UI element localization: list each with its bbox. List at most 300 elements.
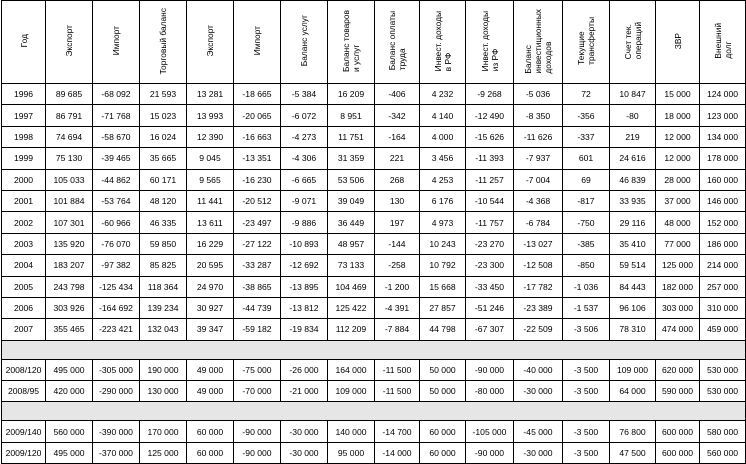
table-cell: 109 000 xyxy=(610,359,656,380)
table-cell: -144 xyxy=(375,233,420,254)
table-cell: -18 665 xyxy=(234,84,281,105)
column-header xyxy=(187,1,234,84)
table-cell: 49 000 xyxy=(187,359,234,380)
table-cell: 600 000 xyxy=(656,442,700,463)
table-cell: 13 281 xyxy=(187,84,234,105)
table-cell: 125 000 xyxy=(140,442,187,463)
table-cell: -20 512 xyxy=(234,190,281,211)
table-cell: -290 000 xyxy=(93,381,140,402)
table-cell: -27 122 xyxy=(234,233,281,254)
table-cell: 44 798 xyxy=(420,319,466,340)
table-cell: 118 364 xyxy=(140,276,187,297)
table-cell: 89 685 xyxy=(46,84,93,105)
table-cell: -15 626 xyxy=(466,126,514,147)
table-cell: 4 140 xyxy=(420,105,466,126)
table-cell: 9 565 xyxy=(187,169,234,190)
separator-cell xyxy=(2,340,746,359)
table-cell: 53 506 xyxy=(328,169,375,190)
table-cell: 60 171 xyxy=(140,169,187,190)
table-cell: 78 310 xyxy=(610,319,656,340)
table-cell: 130 xyxy=(375,190,420,211)
table-cell: -90 000 xyxy=(234,421,281,442)
year-cell: 2001 xyxy=(2,190,46,211)
table-cell: -30 000 xyxy=(514,381,563,402)
table-cell: -12 490 xyxy=(466,105,514,126)
table-cell: -16 230 xyxy=(234,169,281,190)
table-cell: -11 500 xyxy=(375,359,420,380)
table-cell: -45 000 xyxy=(514,421,563,442)
table-cell: -12 508 xyxy=(514,255,563,276)
table-row xyxy=(2,276,746,297)
table-cell: -6 072 xyxy=(281,105,328,126)
table-cell: 95 000 xyxy=(328,442,375,463)
table-cell: -4 273 xyxy=(281,126,328,147)
table-cell: 4 000 xyxy=(420,126,466,147)
table-cell: 76 800 xyxy=(610,421,656,442)
table-row xyxy=(2,84,746,105)
table-cell: -90 000 xyxy=(466,359,514,380)
table-cell: -390 000 xyxy=(93,421,140,442)
table-cell: 16 229 xyxy=(187,233,234,254)
table-cell: 15 023 xyxy=(140,105,187,126)
column-header xyxy=(700,1,746,84)
year-cell: 1997 xyxy=(2,105,46,126)
table-cell: 24 616 xyxy=(610,148,656,169)
column-header-label: Год xyxy=(18,34,29,48)
column-header xyxy=(281,1,328,84)
column-header xyxy=(328,1,375,84)
table-cell: 64 000 xyxy=(610,381,656,402)
table-cell: -223 421 xyxy=(93,319,140,340)
table-cell: -1 200 xyxy=(375,276,420,297)
group-separator xyxy=(2,340,746,359)
table-cell: 268 xyxy=(375,169,420,190)
table-cell: -11 393 xyxy=(466,148,514,169)
table-cell: 219 xyxy=(610,126,656,147)
column-header xyxy=(93,1,140,84)
table-cell: 10 792 xyxy=(420,255,466,276)
table-cell: -1 036 xyxy=(563,276,610,297)
table-cell: 130 000 xyxy=(140,381,187,402)
table-cell: 35 410 xyxy=(610,233,656,254)
table-cell: 214 000 xyxy=(700,255,746,276)
table-cell: 46 335 xyxy=(140,212,187,233)
table-cell: -97 382 xyxy=(93,255,140,276)
table-cell: 221 xyxy=(375,148,420,169)
table-cell: 29 116 xyxy=(610,212,656,233)
table-cell: 72 xyxy=(563,84,610,105)
column-header xyxy=(514,1,563,84)
table-cell: -370 000 xyxy=(93,442,140,463)
group-separator xyxy=(2,402,746,421)
table-cell: -750 xyxy=(563,212,610,233)
table-cell: 140 000 xyxy=(328,421,375,442)
table-cell: -44 739 xyxy=(234,297,281,318)
table-cell: 48 957 xyxy=(328,233,375,254)
table-cell: -125 434 xyxy=(93,276,140,297)
table-cell: 420 000 xyxy=(46,381,93,402)
table-cell: -22 509 xyxy=(514,319,563,340)
column-header-label: Импорт xyxy=(252,26,262,56)
table-cell: 28 000 xyxy=(656,169,700,190)
table-cell: 135 920 xyxy=(46,233,93,254)
column-header xyxy=(420,1,466,84)
table-cell: 48 000 xyxy=(656,212,700,233)
table-cell: 60 000 xyxy=(187,421,234,442)
table-row xyxy=(2,297,746,318)
table-cell: 11 751 xyxy=(328,126,375,147)
table-cell: 160 000 xyxy=(700,169,746,190)
table-cell: 47 500 xyxy=(610,442,656,463)
table-cell: 182 000 xyxy=(656,276,700,297)
table-cell: 104 469 xyxy=(328,276,375,297)
table-cell: -80 xyxy=(610,105,656,126)
table-cell: 59 514 xyxy=(610,255,656,276)
table-cell: 474 000 xyxy=(656,319,700,340)
table-cell: -342 xyxy=(375,105,420,126)
table-cell: -6 784 xyxy=(514,212,563,233)
table-cell: -164 xyxy=(375,126,420,147)
table-cell: 16 024 xyxy=(140,126,187,147)
table-cell: 170 000 xyxy=(140,421,187,442)
table-cell: -13 895 xyxy=(281,276,328,297)
column-header-label: ЗВР xyxy=(672,32,683,50)
table-cell: -13 027 xyxy=(514,233,563,254)
table-cell: 39 347 xyxy=(187,319,234,340)
table-cell: -38 865 xyxy=(234,276,281,297)
table-cell: -305 000 xyxy=(93,359,140,380)
table-cell: -20 065 xyxy=(234,105,281,126)
year-cell: 2004 xyxy=(2,255,46,276)
table-cell: -5 036 xyxy=(514,84,563,105)
table-cell: -17 782 xyxy=(514,276,563,297)
table-cell: 495 000 xyxy=(46,359,93,380)
column-header xyxy=(46,1,93,84)
table-cell: 164 000 xyxy=(328,359,375,380)
header-row xyxy=(2,1,746,84)
column-header xyxy=(610,1,656,84)
table-cell: 31 359 xyxy=(328,148,375,169)
table-cell: 112 209 xyxy=(328,319,375,340)
year-cell: 2003 xyxy=(2,233,46,254)
table-cell: -3 506 xyxy=(563,319,610,340)
column-header xyxy=(234,1,281,84)
table-cell: 257 000 xyxy=(700,276,746,297)
table-cell: 601 xyxy=(563,148,610,169)
table-cell: 178 000 xyxy=(700,148,746,169)
table-cell: -7 004 xyxy=(514,169,563,190)
table-cell: -68 092 xyxy=(93,84,140,105)
table-cell: -164 692 xyxy=(93,297,140,318)
table-cell: 21 593 xyxy=(140,84,187,105)
table-cell: -13 812 xyxy=(281,297,328,318)
table-cell: 86 791 xyxy=(46,105,93,126)
table-cell: -9 886 xyxy=(281,212,328,233)
year-cell: 2007 xyxy=(2,319,46,340)
table-cell: -44 862 xyxy=(93,169,140,190)
table-row xyxy=(2,255,746,276)
year-cell: 2000 xyxy=(2,169,46,190)
table-cell: 15 668 xyxy=(420,276,466,297)
table-cell: 243 798 xyxy=(46,276,93,297)
table-cell: -7 884 xyxy=(375,319,420,340)
table-cell: 13 611 xyxy=(187,212,234,233)
table-cell: -90 000 xyxy=(234,442,281,463)
table-cell: 197 xyxy=(375,212,420,233)
year-cell: 2002 xyxy=(2,212,46,233)
table-cell: 36 449 xyxy=(328,212,375,233)
table-row xyxy=(2,190,746,211)
table-cell: 60 000 xyxy=(187,442,234,463)
table-cell: 74 694 xyxy=(46,126,93,147)
table-cell: 50 000 xyxy=(420,381,466,402)
table-cell: -14 700 xyxy=(375,421,420,442)
table-cell: -33 287 xyxy=(234,255,281,276)
year-cell: 2008/120 xyxy=(2,359,46,380)
table-cell: -4 368 xyxy=(514,190,563,211)
column-header xyxy=(466,1,514,84)
table-cell: 123 000 xyxy=(700,105,746,126)
table-cell: -105 000 xyxy=(466,421,514,442)
table-cell: -850 xyxy=(563,255,610,276)
table-cell: -12 692 xyxy=(281,255,328,276)
table-cell: -9 268 xyxy=(466,84,514,105)
column-header xyxy=(656,1,700,84)
table-cell: 13 993 xyxy=(187,105,234,126)
table-cell: 18 000 xyxy=(656,105,700,126)
balance-of-payments-table xyxy=(1,0,746,464)
table-cell: 50 000 xyxy=(420,359,466,380)
table-row xyxy=(2,105,746,126)
table-cell: 183 207 xyxy=(46,255,93,276)
table-row xyxy=(2,169,746,190)
table-cell: -51 246 xyxy=(466,297,514,318)
year-cell: 1999 xyxy=(2,148,46,169)
table-cell: -4 391 xyxy=(375,297,420,318)
table-cell: 107 301 xyxy=(46,212,93,233)
table-cell: 580 000 xyxy=(700,421,746,442)
table-cell: 459 000 xyxy=(700,319,746,340)
table-cell: 186 000 xyxy=(700,233,746,254)
table-cell: 530 000 xyxy=(700,359,746,380)
table-cell: 16 209 xyxy=(328,84,375,105)
table-cell: 96 106 xyxy=(610,297,656,318)
table-cell: -19 834 xyxy=(281,319,328,340)
column-header-label: Внешний долг xyxy=(712,23,733,59)
table-cell: 600 000 xyxy=(656,421,700,442)
table-cell: 15 000 xyxy=(656,84,700,105)
table-cell: 12 000 xyxy=(656,148,700,169)
table-cell: -5 384 xyxy=(281,84,328,105)
separator-cell xyxy=(2,402,746,421)
table-cell: 60 000 xyxy=(420,421,466,442)
table-cell: -90 000 xyxy=(466,442,514,463)
column-header-label: Экспорт xyxy=(64,25,74,57)
table-cell: 124 000 xyxy=(700,84,746,105)
table-cell: -23 389 xyxy=(514,297,563,318)
column-header-label: Торговый баланс xyxy=(158,7,168,75)
table-cell: 12 390 xyxy=(187,126,234,147)
table-row xyxy=(2,442,746,463)
table-cell: -23 497 xyxy=(234,212,281,233)
table-cell: 24 970 xyxy=(187,276,234,297)
table-body xyxy=(2,84,746,464)
table-cell: -6 665 xyxy=(281,169,328,190)
column-header xyxy=(140,1,187,84)
column-header-label: Баланс услуг xyxy=(299,15,309,67)
table-cell: 139 234 xyxy=(140,297,187,318)
table-cell: 11 441 xyxy=(187,190,234,211)
table-cell: 60 000 xyxy=(420,442,466,463)
table-cell: -385 xyxy=(563,233,610,254)
table-row xyxy=(2,126,746,147)
column-header-label: Инвест. доходы из РФ xyxy=(479,10,500,72)
table-cell: 27 857 xyxy=(420,297,466,318)
table-cell: -356 xyxy=(563,105,610,126)
table-cell: -16 663 xyxy=(234,126,281,147)
table-cell: 4 973 xyxy=(420,212,466,233)
table-cell: 4 253 xyxy=(420,169,466,190)
table-cell: -11 757 xyxy=(466,212,514,233)
table-cell: 105 033 xyxy=(46,169,93,190)
table-cell: 125 422 xyxy=(328,297,375,318)
table-cell: 101 884 xyxy=(46,190,93,211)
table-cell: 46 839 xyxy=(610,169,656,190)
year-cell: 2009/120 xyxy=(2,442,46,463)
table-cell: -33 450 xyxy=(466,276,514,297)
table-cell: 152 000 xyxy=(700,212,746,233)
table-cell: -258 xyxy=(375,255,420,276)
table-cell: 39 049 xyxy=(328,190,375,211)
table-row xyxy=(2,212,746,233)
table-cell: -40 000 xyxy=(514,359,563,380)
table-cell: 303 926 xyxy=(46,297,93,318)
table-cell: 8 951 xyxy=(328,105,375,126)
table-cell: 69 xyxy=(563,169,610,190)
table-row xyxy=(2,233,746,254)
table-cell: 73 133 xyxy=(328,255,375,276)
table-cell: -39 465 xyxy=(93,148,140,169)
table-cell: -3 500 xyxy=(563,442,610,463)
table-cell: -10 544 xyxy=(466,190,514,211)
column-header xyxy=(563,1,610,84)
table-cell: 134 000 xyxy=(700,126,746,147)
column-header xyxy=(375,1,420,84)
table-row xyxy=(2,421,746,442)
table-cell: -26 000 xyxy=(281,359,328,380)
year-cell: 1996 xyxy=(2,84,46,105)
table-cell: -59 182 xyxy=(234,319,281,340)
table-row xyxy=(2,148,746,169)
table-cell: -23 270 xyxy=(466,233,514,254)
table-cell: -75 000 xyxy=(234,359,281,380)
table-cell: 3 456 xyxy=(420,148,466,169)
table-cell: 33 935 xyxy=(610,190,656,211)
table-cell: -67 307 xyxy=(466,319,514,340)
table-cell: -11 626 xyxy=(514,126,563,147)
table-cell: -1 537 xyxy=(563,297,610,318)
table-cell: 6 176 xyxy=(420,190,466,211)
table-cell: 560 000 xyxy=(700,442,746,463)
table-cell: -3 500 xyxy=(563,359,610,380)
table-cell: 310 000 xyxy=(700,297,746,318)
table-cell: -3 500 xyxy=(563,381,610,402)
table-cell: -10 893 xyxy=(281,233,328,254)
table-cell: -4 306 xyxy=(281,148,328,169)
table-cell: 12 000 xyxy=(656,126,700,147)
column-header-label: Баланс оплаты труда xyxy=(387,11,407,71)
column-header-label: Счет тек. операций xyxy=(622,22,643,60)
table-cell: 59 850 xyxy=(140,233,187,254)
table-cell: 146 000 xyxy=(700,190,746,211)
table-cell: 49 000 xyxy=(187,381,234,402)
table-cell: 9 045 xyxy=(187,148,234,169)
table-cell: -80 000 xyxy=(466,381,514,402)
table-cell: 303 000 xyxy=(656,297,700,318)
table-cell: -53 764 xyxy=(93,190,140,211)
table-cell: -406 xyxy=(375,84,420,105)
table-cell: 355 465 xyxy=(46,319,93,340)
column-header-label: Баланс инвестиционных доходов xyxy=(523,8,553,74)
table-cell: 132 043 xyxy=(140,319,187,340)
table-cell: 620 000 xyxy=(656,359,700,380)
table-cell: -8 350 xyxy=(514,105,563,126)
year-cell: 2005 xyxy=(2,276,46,297)
table-cell: 560 000 xyxy=(46,421,93,442)
table-cell: -76 070 xyxy=(93,233,140,254)
table-cell: 48 120 xyxy=(140,190,187,211)
table-cell: 35 665 xyxy=(140,148,187,169)
table-cell: 125 000 xyxy=(656,255,700,276)
table-cell: 20 595 xyxy=(187,255,234,276)
table-cell: -30 000 xyxy=(281,442,328,463)
table-cell: 190 000 xyxy=(140,359,187,380)
table-cell: 10 243 xyxy=(420,233,466,254)
table-cell: -30 000 xyxy=(514,442,563,463)
table-cell: -30 000 xyxy=(281,421,328,442)
column-header-label: Экспорт xyxy=(205,25,215,57)
table-cell: -337 xyxy=(563,126,610,147)
table-cell: 495 000 xyxy=(46,442,93,463)
table-cell: -7 937 xyxy=(514,148,563,169)
table-cell: -9 071 xyxy=(281,190,328,211)
table-cell: -817 xyxy=(563,190,610,211)
year-cell: 2008/95 xyxy=(2,381,46,402)
table-cell: -14 000 xyxy=(375,442,420,463)
column-header-label: Баланс товаров и услуг xyxy=(341,9,361,72)
table-cell: -70 000 xyxy=(234,381,281,402)
table-cell: -11 500 xyxy=(375,381,420,402)
table-cell: 4 232 xyxy=(420,84,466,105)
column-header-label: Инвест. доходы в РФ xyxy=(432,10,453,72)
year-cell: 2006 xyxy=(2,297,46,318)
table-cell: -13 351 xyxy=(234,148,281,169)
table-cell: 590 000 xyxy=(656,381,700,402)
table-row xyxy=(2,359,746,380)
table-cell: -21 000 xyxy=(281,381,328,402)
table-cell: 10 847 xyxy=(610,84,656,105)
table-cell: 75 130 xyxy=(46,148,93,169)
table-row xyxy=(2,381,746,402)
year-cell: 1998 xyxy=(2,126,46,147)
table-cell: 84 443 xyxy=(610,276,656,297)
table-cell: -11 257 xyxy=(466,169,514,190)
column-header xyxy=(2,1,46,84)
column-header-label: Импорт xyxy=(111,26,121,56)
table-cell: -71 768 xyxy=(93,105,140,126)
table-cell: -23 300 xyxy=(466,255,514,276)
table-cell: 85 825 xyxy=(140,255,187,276)
